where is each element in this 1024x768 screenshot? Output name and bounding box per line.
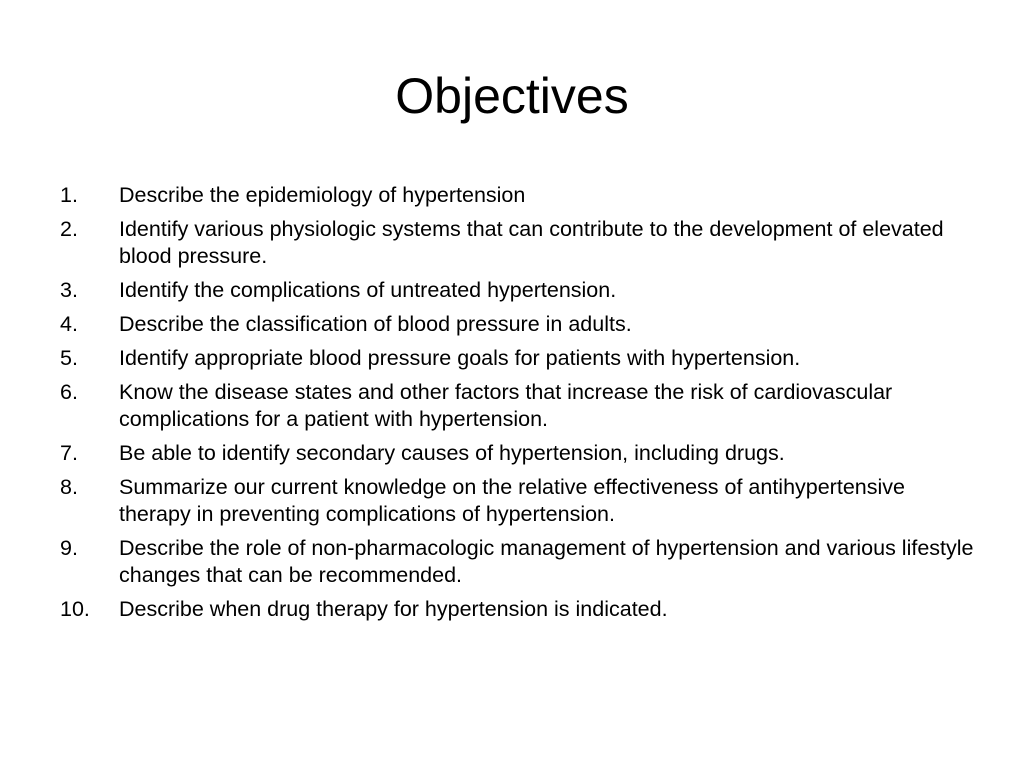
objective-text: Describe the role of non-pharmacologic management of hypertension and various lifestyle changes that can be recommended.: [119, 536, 974, 587]
objective-item: [60, 379, 980, 433]
slide-title: Objectives: [395, 68, 629, 124]
objective-number: 7.: [60, 441, 78, 465]
objectives-list: [60, 182, 980, 630]
objective-item: [60, 277, 980, 304]
objective-text: Describe when drug therapy for hypertension is indicated.: [119, 597, 668, 621]
objective-text: Describe the classification of blood pressure in adults.: [119, 312, 632, 336]
objective-text: Summarize our current knowledge on the relative effectiveness of antihypertensive therapy in preventing complications of hypertension.: [119, 475, 905, 526]
objective-text: Be able to identify secondary causes of hypertension, including drugs.: [119, 441, 785, 465]
objective-text: Know the disease states and other factors that increase the risk of cardiovascular complications for a patient with hypertension.: [119, 380, 893, 431]
objective-number: 6.: [60, 380, 78, 404]
objective-text: Describe the epidemiology of hypertension: [119, 183, 526, 207]
objective-item: [60, 182, 980, 209]
objective-text: Identify appropriate blood pressure goals for patients with hypertension.: [119, 346, 801, 370]
objective-number: 8.: [60, 475, 78, 499]
objective-item: [60, 216, 980, 270]
objective-number: 10.: [60, 597, 90, 621]
objective-item: [60, 345, 980, 372]
objective-number: 9.: [60, 536, 78, 560]
objective-text: Identify the complications of untreated hypertension.: [119, 278, 617, 302]
objective-item: [60, 596, 980, 623]
objective-item: [60, 474, 980, 528]
objective-number: 3.: [60, 278, 78, 302]
objective-number: 4.: [60, 312, 78, 336]
objective-item: [60, 535, 980, 589]
objective-number: 2.: [60, 217, 78, 241]
objective-number: 1.: [60, 183, 78, 207]
objective-item: [60, 311, 980, 338]
objective-number: 5.: [60, 346, 78, 370]
objective-text: Identify various physiologic systems that can contribute to the development of elevated blood pressure.: [119, 217, 944, 268]
objective-item: [60, 440, 980, 467]
